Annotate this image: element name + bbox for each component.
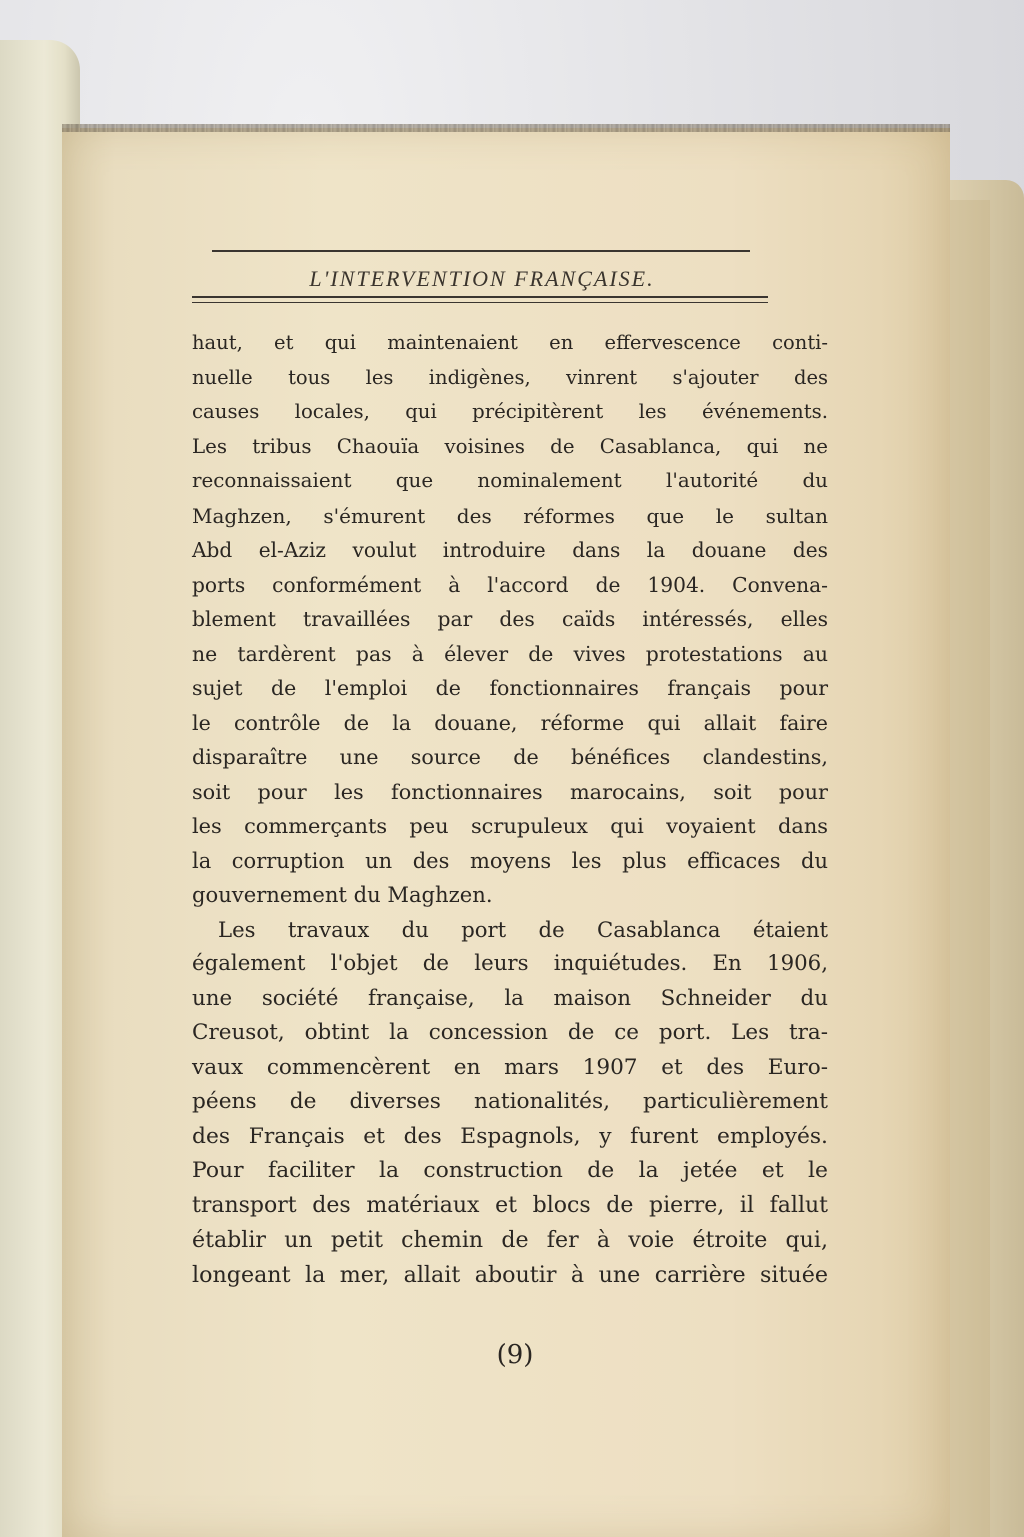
text-line: longeant la mer, allait aboutir à une carrière située	[192, 1261, 828, 1288]
body-text	[192, 326, 828, 1292]
text-line: disparaître une source de bénéfices clandestins,	[192, 745, 828, 769]
text-line: Abd el-Aziz voulut introduire dans la douane des	[192, 538, 828, 562]
text-line: le contrôle de la douane, réforme qui allait faire	[192, 710, 828, 735]
text-line: blement travaillées par des caïds intéressés, elles	[192, 607, 828, 631]
page-top-edge	[62, 124, 950, 132]
text-line: Les travaux du port de Casablanca étaient	[218, 916, 828, 942]
text-line: sujet de l'emploi de fonctionnaires français pour	[192, 676, 828, 700]
text-line: Creusot, obtint la concession de ce port. Les tra-	[192, 1020, 828, 1045]
text-line: reconnaissaient que nominalement l'autorité du	[192, 469, 828, 492]
text-line: ne tardèrent pas à élever de vives protestations au	[192, 641, 828, 666]
page-number: (9)	[496, 1340, 534, 1370]
text-line: ports conformément à l'accord de 1904. Convena-	[192, 572, 828, 597]
header-rule-bottom-2	[192, 302, 768, 303]
text-line: Les tribus Chaouïa voisines de Casablanca, qui ne	[192, 434, 828, 458]
text-line: Maghzen, s'émurent des réformes que le sultan	[192, 503, 828, 528]
text-line: Pour faciliter la construction de la jetée et le	[192, 1158, 828, 1183]
text-line: haut, et qui maintenaient en effervescence conti-	[192, 331, 828, 354]
text-line: établir un petit chemin de fer à voie étroite qui,	[192, 1227, 828, 1253]
text-line: la corruption un des moyens les plus efficaces du	[192, 848, 828, 873]
text-line: transport des matériaux et blocs de pierre, il fallut	[192, 1192, 828, 1218]
text-line: nuelle tous les indigènes, vinrent s'ajouter des	[192, 365, 828, 389]
text-line: vaux commencèrent en mars 1907 et des Euro-	[192, 1054, 828, 1080]
text-line: des Français et des Espagnols, y furent employés.	[192, 1123, 828, 1149]
text-line: péens de diverses nationalités, particulièrement	[192, 1089, 828, 1114]
header-rule-bottom-1	[192, 296, 768, 298]
text-line: également l'objet de leurs inquiétudes. En 1906,	[192, 951, 828, 976]
text-line: gouvernement du Maghzen.	[192, 882, 493, 907]
text-line: une société française, la maison Schneider du	[192, 985, 828, 1011]
text-line: causes locales, qui précipitèrent les événements.	[192, 400, 828, 423]
text-line: les commerçants peu scrupuleux qui voyaient dans	[192, 814, 828, 838]
running-head: L'INTERVENTION FRANÇAISE.	[309, 266, 655, 291]
header-rule-top	[212, 250, 750, 252]
text-line: soit pour les fonctionnaires marocains, soit pour	[192, 779, 828, 804]
